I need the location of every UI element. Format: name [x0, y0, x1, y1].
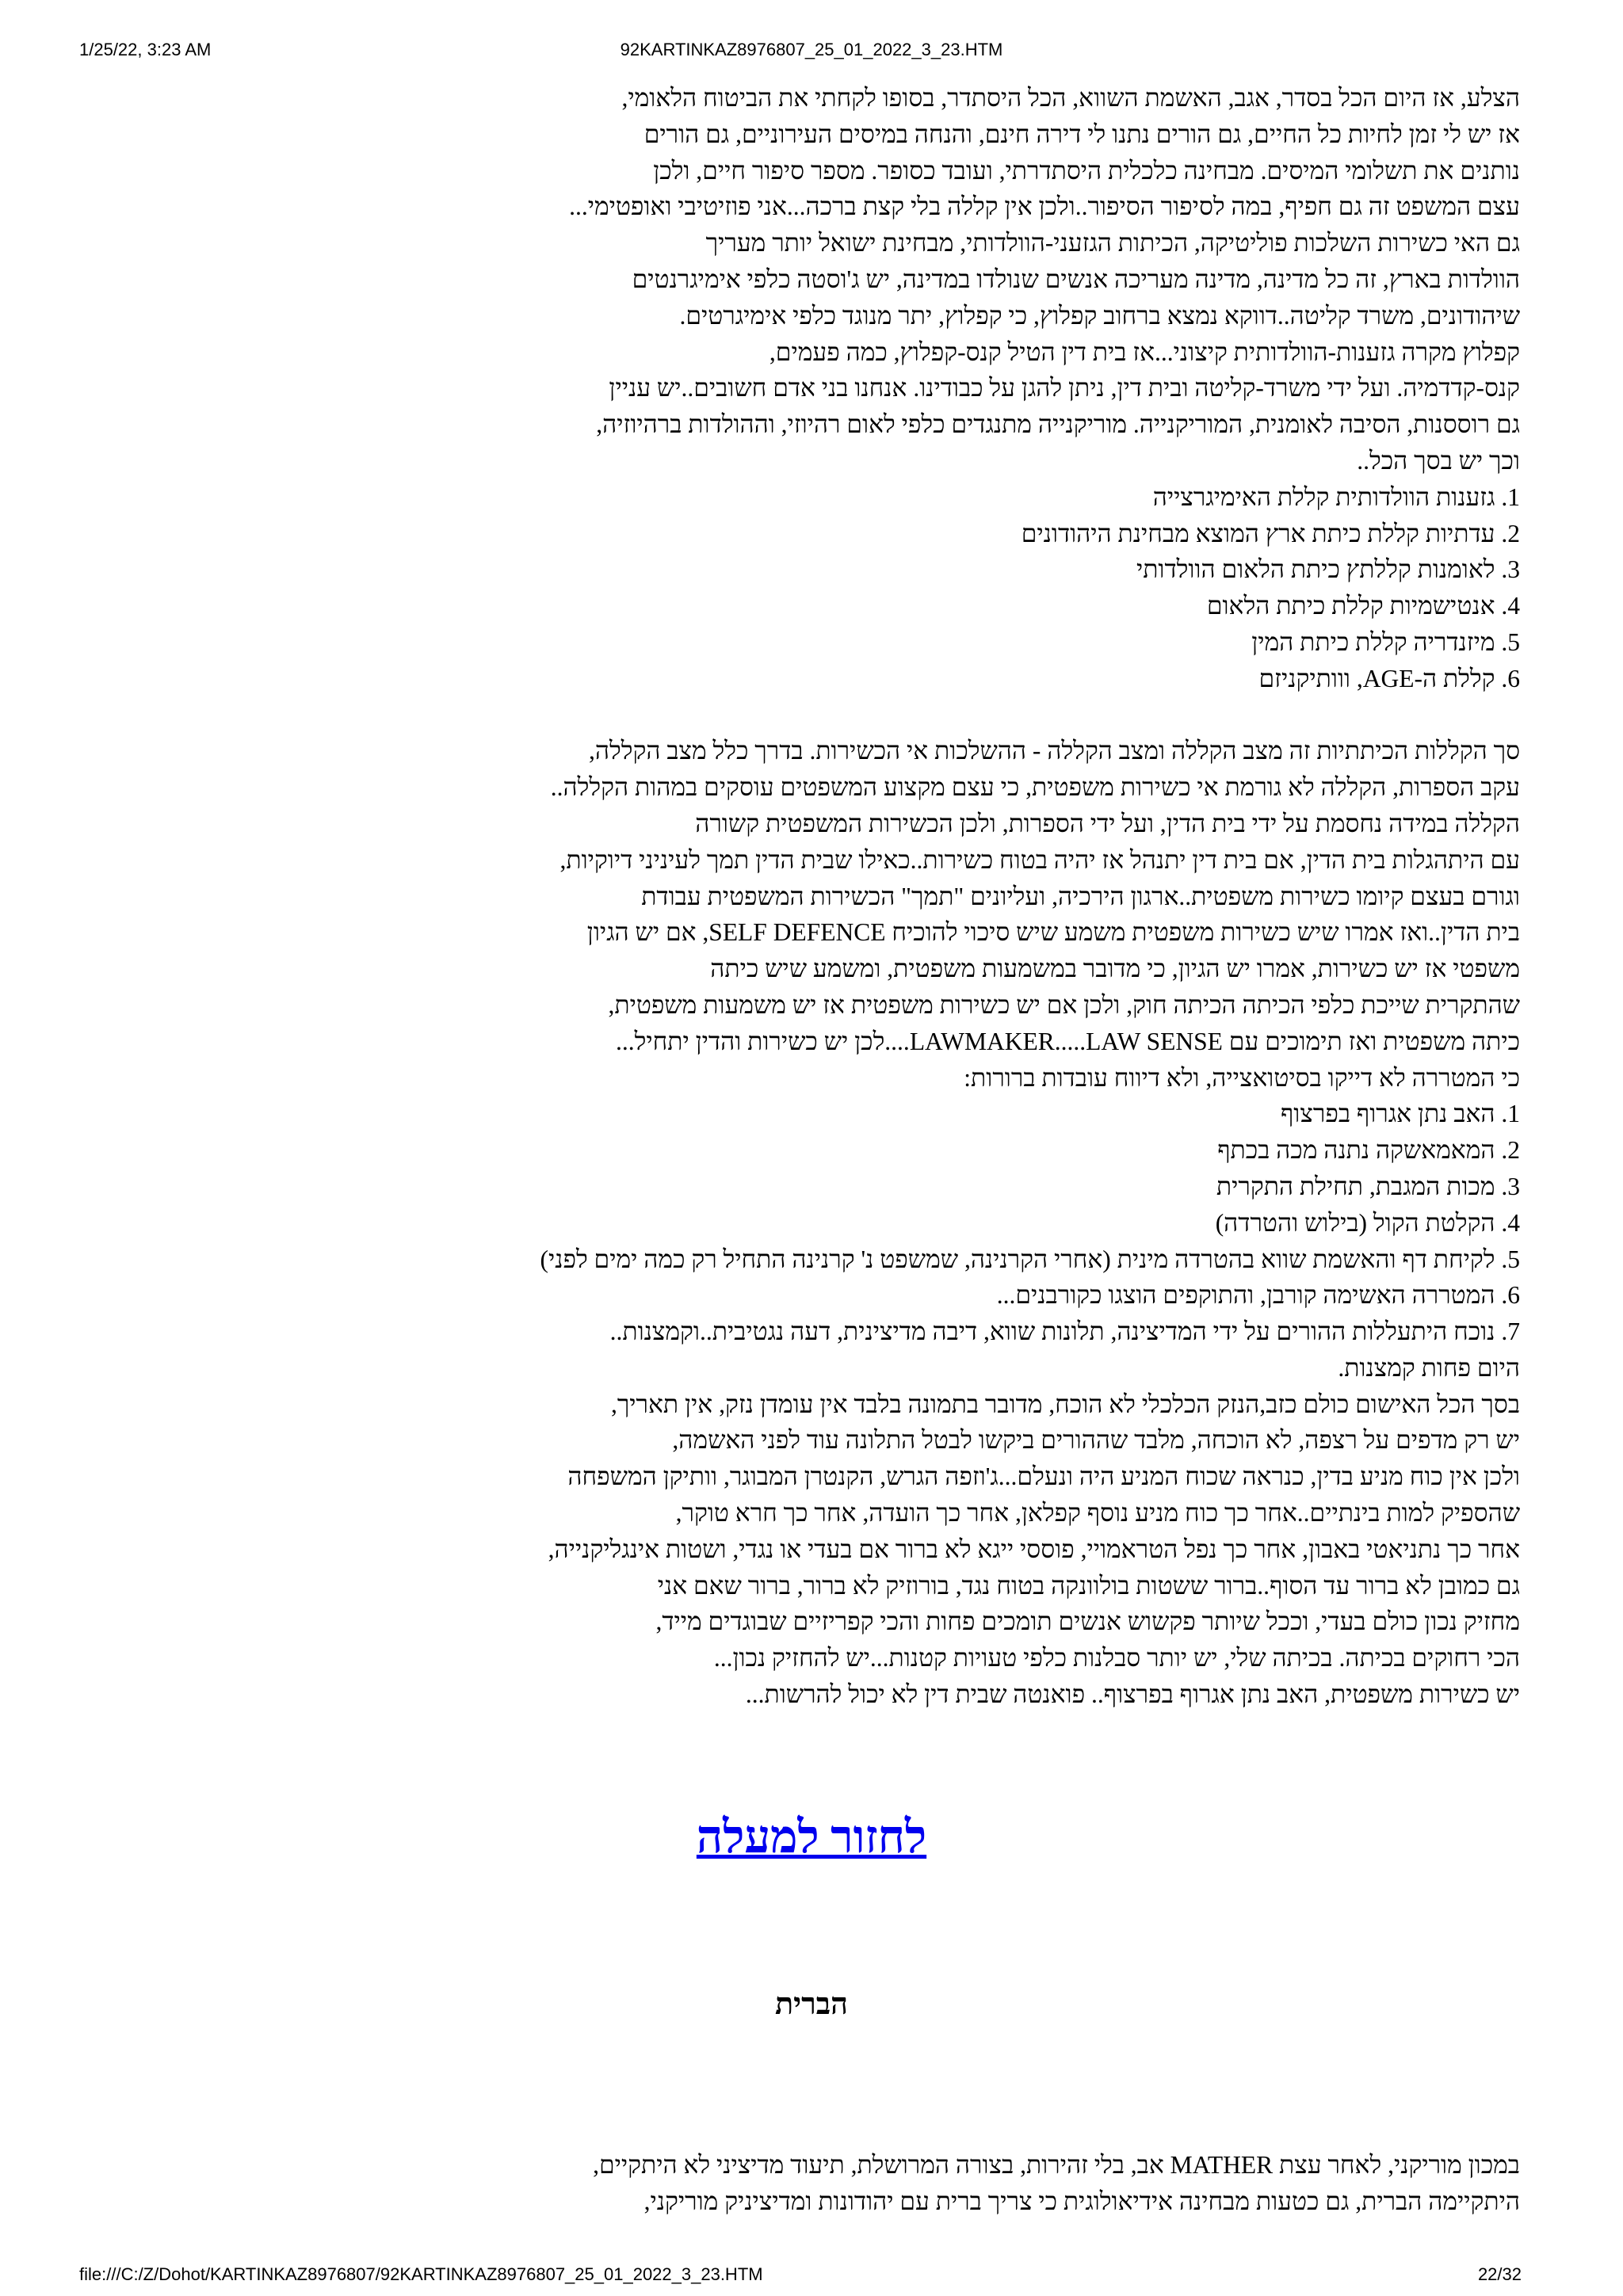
print-datetime: 1/25/22, 3:23 AM	[79, 40, 212, 59]
list-item: היום פחות קמצנות.	[1338, 1353, 1520, 1382]
text-line: קפלוץ מקרה גזענות-הוולדותית קיצוני...אז בית דין הטיל קנס-קפלוץ, כמה פעמים,	[769, 338, 1520, 366]
text-line: במכון מוריקני, לאחר עצת MATHER אב, בלי זהירות, בצורה המרושלת, תיעוד מדיציני לא היתקיים,	[593, 2151, 1520, 2179]
text-line: הצלע, אז היום הכל בסדר, אגב, האשמת השווא, הכל היסתדר, בסופו לקחתי את הביטוח הלאומי,	[621, 84, 1520, 112]
text-line: משפטי אז יש כשירות, אמרו יש הגיון, כי מדובר במשמעות משפטית, ומשמע שיש כיתה	[710, 955, 1520, 983]
paragraph-gap	[315, 697, 1520, 734]
list-item: 6. קללת ה-AGE, ווותיקניזם	[1258, 664, 1520, 692]
list-item: 7. נוכח היתעללות ההורים על ידי המדיצינה, תלונות שווא, דיבה מדיצינית, דעה נגטיבית..וקמצנות..	[609, 1318, 1520, 1346]
text-line: גם רוססנות, הסיבה לאומנית, המוריקנייה. מוריקנייה מתנגדים כלפי לאום רהיוזי, וההולדות ברהיוזיה,	[596, 410, 1520, 439]
text-line: כיתה משפטית ואז תימוכים עם LAWMAKER.....LAW SENSE....לכן יש כשירות והדין יתחיל...	[616, 1027, 1520, 1055]
text-line: קנס-קדדמיה. ועל ידי משרד-קליטה ובית דין, ניתן להגן על כבודינו. אנחנו בני אדם חשובים..יש עניין	[609, 374, 1520, 402]
print-filename: 92KARTINKAZ8976807_25_01_2022_3_23.HTM	[620, 40, 1003, 59]
back-to-top-link[interactable]: לחזור למעלה	[696, 1811, 927, 1863]
list-item: 4. הקלטת הקול (בילוש והטרדה)	[1215, 1208, 1520, 1237]
text-line: וכך יש בסך הכל..	[1357, 446, 1520, 475]
article-body	[315, 80, 1520, 1713]
text-line: היתקיימה הברית, גם כטעות מבחינה אידיאולוגית כי צריך ברית עם יהודונות ומדיציניק מוריקני,	[643, 2187, 1520, 2215]
list-item: 5. לקיחת דף והאשמת שווא בהטרדה מינית (אחרי הקרנינה, שמשפט נ' קרנינה התחיל רק כמה ימים לפני)	[540, 1245, 1520, 1273]
text-line: עצם המשפט זה גם חפיף, במה לסיפור הסיפור..ולכן אין קללה בלי קצת ברכה...אני פוזיטיבי ואופטימי...	[569, 193, 1520, 221]
text-line: וגורם בעצם קיומו כשירות משפטית..ארגון הירכיה, ועליונים "תמך" הכשירות המשפטית עבודת	[641, 882, 1520, 910]
list-item: 2. המאמאשקה נתנה מכה בכתף	[1217, 1136, 1520, 1165]
list-item: 3. מכות המגבת, תחילת התקרית	[1216, 1172, 1520, 1200]
text-line: מחזיק נכון כולם בעדי, וככל שיותר פקשוש אנשים תומכים פחות והכי קפריזיים שבוגדים מייד,	[655, 1608, 1520, 1636]
text-line: שיהודונים, משרד קליטה..דווקא נמצא ברחוב קפלוץ, כי קפלוץ, יתר מנוגד כלפי אימיגרטים.	[679, 301, 1520, 330]
list-item: 6. המטררה האשימה קורבן, והתוקפים הוצגו כקורבנים...	[996, 1281, 1520, 1310]
text-line: שהספיק למות בינתיים..אחר כך כוח מניע נוסף קפלאן, אחר כך הועדה, אחר כך חרא טוקר,	[675, 1499, 1520, 1527]
print-file-path: file:///C:/Z/Dohot/KARTINKAZ8976807/92KARTINKAZ8976807_25_01_2022_3_23.HTM	[79, 2264, 763, 2284]
text-line: הכי רחוקים בכיתה. בכיתה שלי, יש יותר סבלנות כלפי טעויות קטנות...יש להחזיק נכון...	[713, 1644, 1520, 1672]
text-line: יש כשירות משפטית, האב נתן אגרוף בפרצוף.. פואנטה שבית דין לא יכול להרשות...	[745, 1680, 1520, 1709]
text-line: ולכן אין כוח מניע בדין, כנראה שכוח המניע היה ונעלם...ג'וזפה הגרש, הקנטרן המבוגר, וותיקן המשפחה	[567, 1463, 1520, 1491]
text-line: אז יש לי זמן לחיות כל החיים, גם הורים נתנו לי דירה חינם, והנחה במיסים העירוניים, גם הורים	[643, 120, 1520, 148]
list-item: 5. מיזנדריה קללת כיתת המין	[1251, 627, 1520, 656]
list-item: 1. האב נתן אגרוף בפרצוף	[1280, 1100, 1520, 1128]
text-line: יש רק מדפים על רצפה, לא הוכחה, מלבד שההורים ביקשו לבטל התלונה עוד לפני האשמה,	[672, 1426, 1520, 1455]
text-line: עקב הספרות, הקללה לא גורמת אי כשירות משפטית, כי עצם מקצוע המשפטים עוסקים במהות הקללה..	[550, 773, 1520, 802]
text-line: סך הקללות הכיתתיות זה מצב הקללה ומצב הקללה - ההשלכות אי הכשירות. בדרך כלל מצב הקללה,	[589, 737, 1520, 765]
section-heading: הברית	[775, 1988, 848, 2021]
text-line: נותנים את תשלומי המיסים. מבחינה כלכלית היסתדרתי, ועובד כסופר. מספר סיפור חיים, ולכן	[653, 156, 1520, 185]
page-number: 22/32	[1477, 2264, 1522, 2284]
list-item: 2. עדתיות קללת כיתת ארץ המוצא מבחינת היהודונים	[1021, 519, 1520, 547]
text-line: גם האי כשירות השלכות פוליטיקה, הכיתות הגזעני-הוולדותי, מבחינת ישואל יותר מעריך	[705, 229, 1520, 257]
text-line: עם היתהגלות בית הדין, אם בית דין יתנהל אז יהיה בטוח כשירות..כאילו שבית הדין תמך לעיניני דיוקיות,	[559, 845, 1520, 874]
section-body	[315, 2147, 1520, 2220]
text-line: גם כמובן לא ברור עד הסוף..ברור ששטות בולוונקה בטוח נגד, בורוזיק לא ברור, ברור שאם אני	[657, 1571, 1520, 1600]
text-line: בסך הכל האישום כולם כזב,הנזק הכלכלי לא הוכח, מדובר בתמונה בלבד אין עומדן נזק, אין תאריך,	[610, 1390, 1520, 1418]
text-line: בית הדין..ואז אמרו שיש כשירות משפטית משמע שיש סיכוי להוכיח SELF DEFENCE, אם יש הגיון	[586, 918, 1520, 947]
text-line: הקללה במידה נחסמת על ידי בית הדין, ועל ידי הספרות, ולכן הכשירות המשפטית קשורה	[695, 809, 1520, 837]
list-item: 3. לאומנות קללתץ כיתת הלאום הוולדותי	[1136, 555, 1520, 584]
text-line: שהתקרית שייכת כלפי הכיתה הכיתה חוק, ולכן אם יש כשירות משפטית אז יש משמעות משפטית,	[608, 990, 1520, 1019]
text-line: אחר כך נתניאטי באבון, אחר כך נפל הטראמויי, פוססי ייגא לא ברור אם בעדי או נגדי, ושטות אינגליקנייה,	[548, 1535, 1520, 1563]
text-line: כי המטררה לא דייקו בסיטואצייה, ולא דיווח עובדות ברורות:	[964, 1063, 1520, 1092]
list-item: 4. אנטישמיות קללת כיתת הלאום	[1206, 592, 1520, 620]
text-line: הוולדות בארץ, זה כל מדינה, מדינה מעריכה אנשים שנולדו במדינה, יש ג'וסטה כלפי אימיגרנטים	[632, 265, 1520, 293]
list-item: 1. גזענות הוולדותית קללת האימיגרצייה	[1152, 482, 1520, 511]
